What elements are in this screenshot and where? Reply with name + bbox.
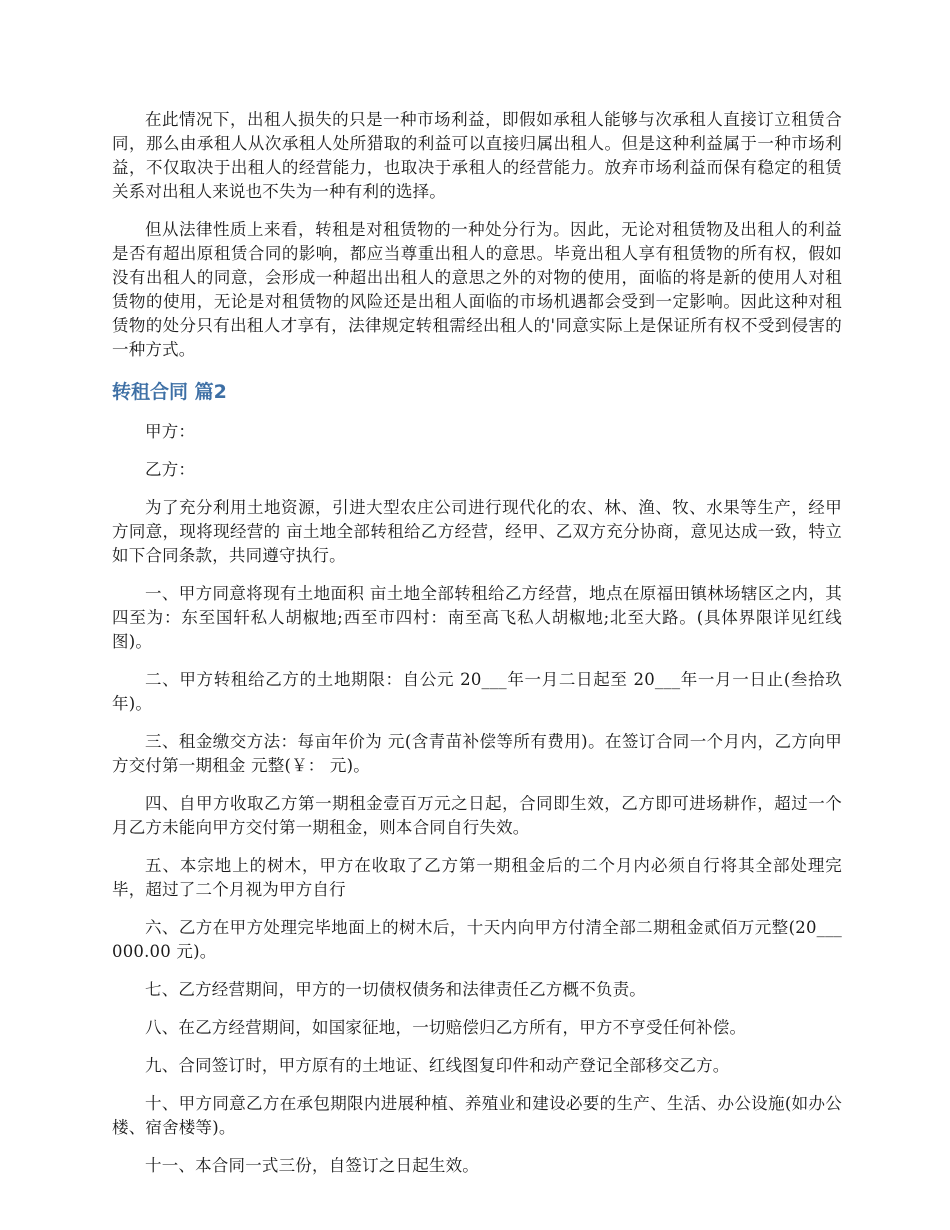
clause-7: 七、乙方经营期间，甲方的一切债权债务和法律责任乙方概不负责。 [145, 980, 646, 999]
clause-4: 四、自甲方收取乙方第一期租金壹百万元之日起，合同即生效，乙方即可进场耕作，超过一个月乙方未能向甲方交付第一期租金，则本合同自行失效。 [112, 794, 842, 837]
preamble-paragraph: 为了充分利用土地资源，引进大型农庄公司进行现代化的农、林、渔、牧、水果等生产，经甲方同意，现将现经营的 亩土地全部转租给乙方经营，经甲、乙双方充分协商，意见达成一致，特立如下合同条款，共同遵守执行。 [112, 498, 842, 565]
party-a-line: 甲方： [145, 422, 196, 441]
clause-5: 五、本宗地上的树木，甲方在收取了乙方第一期租金后的二个月内必须自行将其全部处理完毕，超过了二个月视为甲方自行 [112, 856, 842, 899]
clause-3: 三、租金缴交方法：每亩年价为 元(含青苗补偿等所有费用)。在签订合同一个月内，乙方向甲方交付第一期租金 元整(￥： 元)。 [112, 732, 842, 775]
section-heading: 转租合同 篇2 [112, 381, 227, 403]
clause-1: 一、甲方同意将现有土地面积 亩土地全部转租给乙方经营，地点在原福田镇林场辖区之内，其四至为：东至国轩私人胡椒地;西至市四村：南至高飞私人胡椒地;北至大路。(具体界限详见红线图)。 [112, 584, 842, 651]
clause-6: 六、乙方在甲方处理完毕地面上的树木后，十天内向甲方付清全部二期租金贰佰万元整(20___000.00 元)。 [112, 918, 842, 961]
clause-2: 二、甲方转租给乙方的土地期限：自公元 20___年一月二日起至 20___年一月一日止(叁拾玖年)。 [112, 670, 842, 713]
paragraph: 在此情况下，出租人损失的只是一种市场利益，即假如承租人能够与次承租人直接订立租赁合同，那么由承租人从次承租人处所猎取的利益可以直接归属出租人。但是这种利益属于一种市场利益，不仅取决于出租人的经营能力，也取决于承租人的经营能力。放弃市场利益而保有稳定的租赁关系对出租人来说也不失为一种有利的选择。 [112, 110, 842, 201]
party-b-line: 乙方： [145, 460, 196, 479]
clause-9: 九、合同签订时，甲方原有的土地证、红线图复印件和动产登记全部移交乙方。 [145, 1056, 730, 1075]
clause-11: 十一、本合同一式三份，自签订之日起生效。 [145, 1156, 479, 1175]
clause-10: 十、甲方同意乙方在承包期限内进展种植、养殖业和建设必要的生产、生活、办公设施(如办公楼、宿舍楼等)。 [112, 1094, 842, 1137]
document-page [112, 108, 842, 1178]
clause-8: 八、在乙方经营期间，如国家征地，一切赔偿归乙方所有，甲方不亨受任何补偿。 [145, 1018, 747, 1037]
paragraph: 但从法律性质上来看，转租是对租赁物的一种处分行为。因此，无论对租赁物及出租人的利益是否有超出原租赁合同的影响，都应当尊重出租人的意思。毕竟出租人享有租赁物的所有权，假如没有出租人的同意，会形成一种超出出租人的意思之外的对物的使用，面临的将是新的使用人对租赁物的使用，无论是对租赁物的风险还是出租人面临的市场机遇都会受到一定影响。因此这种对租赁物的处分只有出租人才享有，法律规定转租需经出租人的'同意实际上是保证所有权不受到侵害的一种方式。 [112, 220, 842, 359]
